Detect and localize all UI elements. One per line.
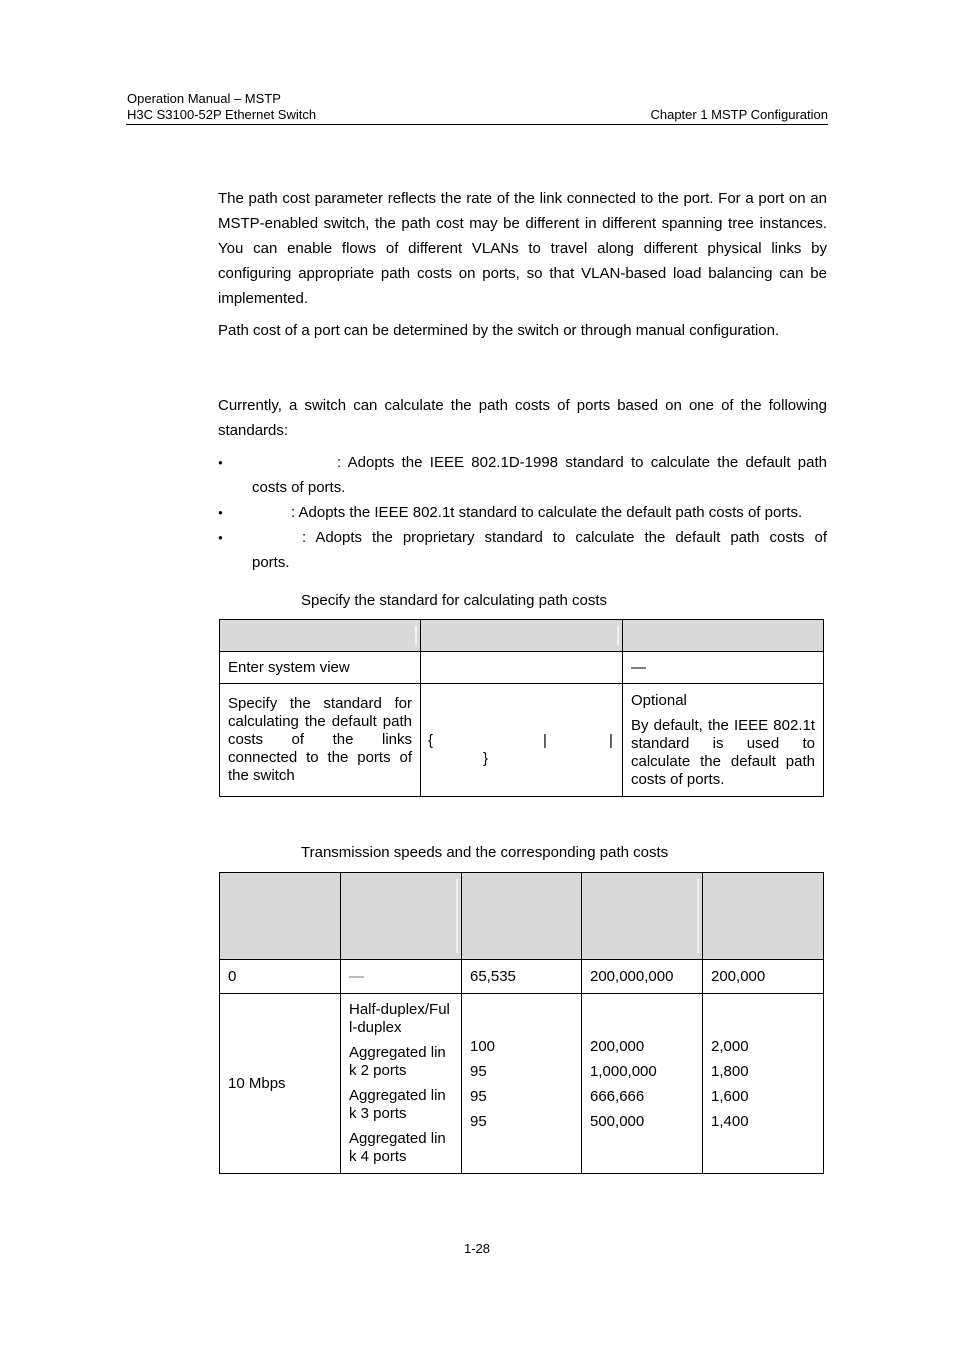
remarks-cell: Optional By default, the IEEE 802.1t standard is used to calculate the default path costs of ports. [623,684,824,797]
operation-cell: Specify the standard for calculating the default path costs of the links connected to the ports of the switch [220,684,421,797]
table1-header-cell [623,620,824,652]
running-header [127,91,316,123]
bullet-text: : Adopts the proprietary standard to calculate the default path costs of ports. [252,529,827,571]
cost-cell: 200,000 [703,960,824,994]
cost-cell: 200,000,000 [582,960,703,994]
remarks-cell: — [623,652,824,684]
bullet-icon: ● [218,533,223,542]
operation-cell: Enter system view [220,652,421,684]
product-name: H3C S3100-52P Ethernet Switch [127,107,317,122]
table-row [220,994,824,1174]
bullet-icon: ● [218,508,223,517]
cost-cell: 65,535 [462,960,582,994]
table2-caption: Transmission speeds and the corresponding path costs [301,844,669,861]
table1-caption: Specify the standard for calculating path costs [301,592,608,609]
cost-cell: 100 95 95 95 [462,994,582,1174]
manual-title: Operation Manual – MSTP [127,91,281,106]
path-cost-standard-table [219,619,824,797]
table2-header-cell [582,873,703,960]
brace-close: } [483,750,489,767]
cost-cell: 200,000 1,000,000 666,666 500,000 [582,994,703,1174]
header-rule [126,124,828,125]
pipe-separator: | [543,732,547,749]
page-number: 1-28 [463,1241,491,1256]
speed-cell: 0 [220,960,341,994]
pipe-separator: | [609,732,613,749]
bullet-icon: ● [218,458,223,467]
standards-intro-paragraph: Currently, a switch can calculate the path costs of ports based on one of the following standards: [218,397,827,439]
table1-header-cell [220,620,421,652]
command-cell [421,684,623,797]
table2-header-cell [220,873,341,960]
table2-header-cell [462,873,582,960]
table-row [220,960,824,994]
table1-header-row [220,620,824,652]
chapter-title: Chapter 1 MSTP Configuration [650,107,828,122]
brace-open: { [428,732,434,749]
path-cost-intro-paragraph: The path cost parameter reflects the rate of the link connected to the port. For a port on an MSTP-enabled switch, the path cost may be different in different spanning tree instances. You can enable flows of different VLANs to travel along different physical links by configuring appropriate path costs on ports, so that VLAN-based load balancing can be implemented. [218,190,827,307]
duplex-cell: — [341,960,462,994]
table2-header-cell [703,873,824,960]
bullet-text: : Adopts the IEEE 802.1t standard to calculate the default path costs of ports. [291,504,803,521]
table-row [220,684,824,797]
command-cell [421,652,623,684]
speed-cell: 10 Mbps [220,994,341,1174]
table-row [220,652,824,684]
path-cost-determination-paragraph: Path cost of a port can be determined by the switch or through manual configuration. [218,322,780,339]
bullet-text: : Adopts the IEEE 802.1D-1998 standard to calculate the default path costs of ports. [252,454,827,496]
cost-cell: 2,000 1,800 1,600 1,400 [703,994,824,1174]
speed-path-cost-table [219,872,824,1174]
table1-header-cell [421,620,623,652]
duplex-cell: Half-duplex/Full-duplex Aggregated link 2 ports Aggregated link 3 ports Aggregated link 4 ports [341,994,462,1174]
table2-header-cell [341,873,462,960]
table2-header-row [220,873,824,960]
